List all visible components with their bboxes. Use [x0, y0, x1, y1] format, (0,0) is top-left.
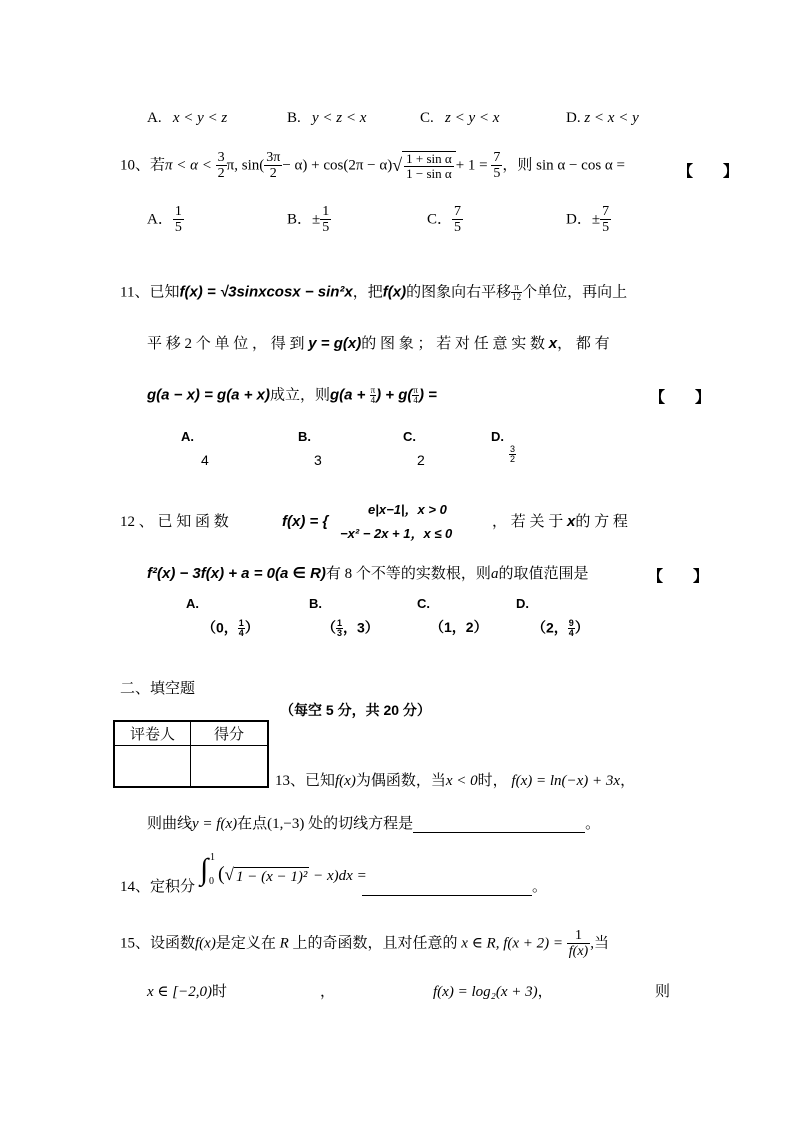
q11-option-d-label: D. — [491, 429, 504, 444]
q9-option-c: C. z < y < x — [420, 110, 500, 126]
q11-option-a-label: A. — [181, 429, 194, 444]
q10-answer-bracket: 【 】 — [678, 162, 739, 180]
q10-option-c: C． $\frac{7}{5}$ — [427, 204, 462, 236]
q9-option-b: B. y < z < x — [287, 110, 367, 126]
q11-option-d-value: $\frac{3}{2}$ — [510, 444, 516, 465]
q12-option-b-label: B. — [309, 596, 322, 611]
q14-lower-limit: 0 — [209, 876, 214, 887]
q10-stem: 10、若π < α < $\frac{3}{2}$ π, sin( $\frac{3\pi}{2}$ − α) + cos(2π − α)√ $\frac{\text{1 + sin α}}{\text{1 − sin α}}$ + 1 = $\frac{7}{5}$ ，则 sin α − cos α = — [120, 150, 625, 182]
q14-integral-sign: ∫ — [200, 853, 209, 886]
q15-expression: f(x) = log₂(x + 3)， — [433, 984, 553, 1000]
q11-option-a-value: 4 — [201, 452, 209, 468]
grader-cell[interactable] — [114, 746, 191, 788]
q15-line-1: 15、设函数f(x)是定义在 R 上的奇函数，且对任意的 x ∈ R, f(x + 2) = $\frac{1}{f(x)}$ ,当 — [120, 928, 609, 960]
q15-then: 则 — [655, 984, 671, 1000]
q11-line-2: 平 移 2 个 单 位 ， 得 到 y = g(x)的 图 象 ； 若 对 任 意 实 数 x， 都 有 — [147, 335, 610, 352]
q13-line-1: 13、已知f(x)为偶函数，当x < 0时， f(x) = ln(−x) + 3x， — [275, 773, 636, 789]
q11-option-b-value: 3 — [314, 452, 322, 468]
q12-line-2: f²(x) − 3f(x) + a = 0(a ∈ R)有 8 个不等的实数根，则a的取值范围是 — [147, 565, 589, 582]
q12-case-2: −x² − 2x + 1，x ≤ 0 — [340, 526, 453, 541]
q12-case-1: e|x−1|，x > 0 — [368, 502, 447, 517]
q12-option-a-value: （0， $\frac{1}{4}$ ） — [202, 618, 259, 639]
q10-option-b: B．± $\frac{1}{5}$ — [287, 204, 330, 236]
q14-label: 14、定积分 — [120, 879, 196, 895]
grading-table — [113, 720, 269, 788]
q12-function-f: f(x) = { — [282, 513, 329, 530]
q11-option-c-label: C. — [403, 429, 416, 444]
section-title: 二、填空题 — [120, 680, 196, 697]
score-header: 得分 — [191, 721, 269, 746]
q12-option-d-value: （2， $\frac{9}{4}$ ） — [532, 618, 589, 639]
q15-comma: ， — [320, 984, 336, 1000]
q9-option-a: A. x < y < z — [147, 110, 228, 126]
q12-option-b-value: （ $\frac{1}{3}$ ，3） — [322, 618, 379, 639]
q12-option-c-value: （1，2） — [430, 619, 488, 635]
q14-upper-limit: 1 — [210, 852, 215, 863]
q12-option-c-label: C. — [417, 596, 430, 611]
q11-line-1: 11、已知f(x) = √3sinxcosx − sin²x，把f(x)的图象向右平移 $\frac{\pi}{12}$ 个单位，再向上 — [120, 282, 628, 303]
q9-option-d: D. z < x < y — [566, 110, 639, 126]
q11-option-b-label: B. — [298, 429, 311, 444]
q10-option-d: D．± $\frac{7}{5}$ — [566, 204, 610, 236]
q11-option-c-value: 2 — [417, 452, 425, 468]
q12-stem-tail: ， 若 关 于 x的 方 程 — [492, 513, 628, 530]
q12-answer-bracket: 【 】 — [648, 567, 709, 585]
q13-answer-blank[interactable] — [413, 832, 585, 833]
q14-integrand: (√ 1 − (x − 1)² − x)dx = — [218, 863, 367, 886]
q14-answer-blank[interactable] — [362, 895, 532, 896]
q11-line-3: g(a − x) = g(a + x)成立，则g(a + $\frac{\pi}{4}$ ) + g( $\frac{\pi}{4}$ ) = — [147, 385, 437, 406]
q11-answer-bracket: 【 】 — [650, 388, 711, 406]
score-cell[interactable] — [191, 746, 269, 788]
q14-blank-line: 。 — [362, 878, 547, 896]
q15-condition: x ∈ [−2,0)时 — [147, 984, 227, 1000]
q10-option-a: A． $\frac{1}{5}$ — [147, 204, 182, 236]
section-score-note: （每空 5 分，共 20 分） — [280, 702, 431, 718]
q12-option-a-label: A. — [186, 596, 199, 611]
grader-header: 评卷人 — [114, 721, 191, 746]
q12-option-d-label: D. — [516, 596, 529, 611]
q12-stem-label: 12 、 已 知 函 数 — [120, 514, 229, 530]
q13-line-2: 则曲线y = f(x)在点(1,−3) 处的切线方程是 。 — [147, 816, 601, 832]
